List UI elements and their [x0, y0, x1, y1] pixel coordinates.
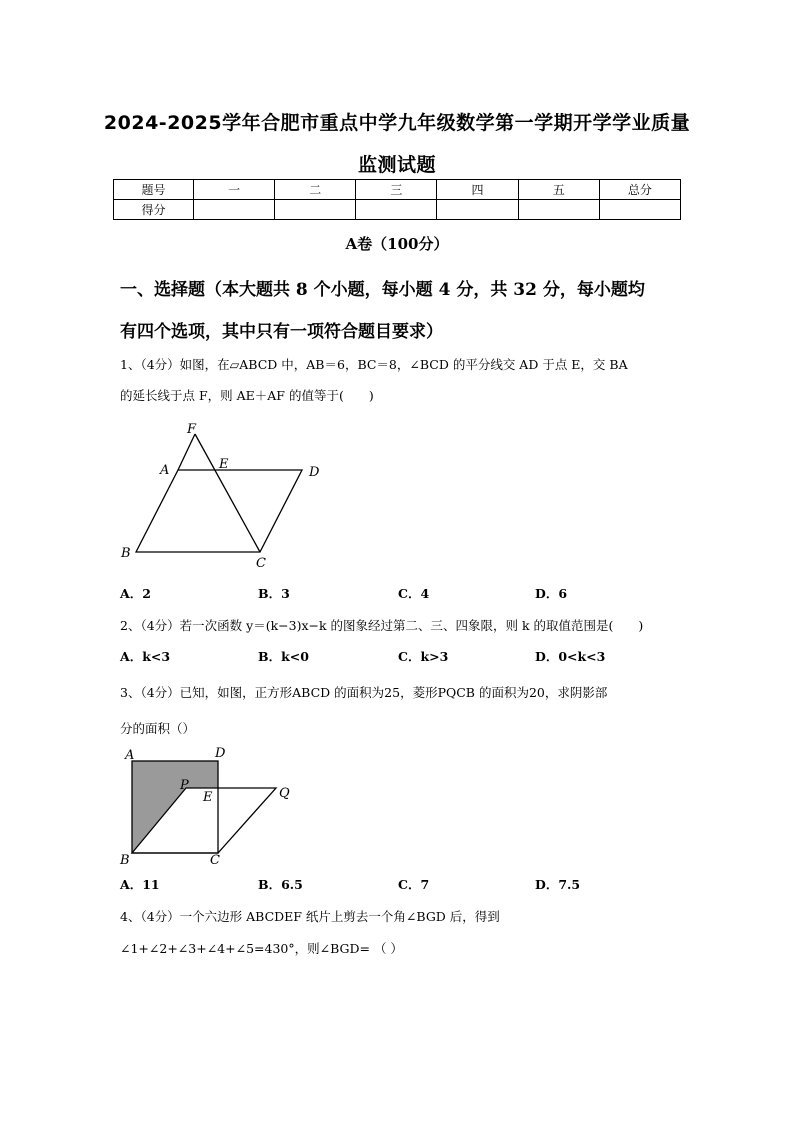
label-b: B	[120, 853, 130, 868]
table-cell	[194, 200, 275, 220]
table-cell: 题号	[114, 180, 194, 200]
label-b: B	[121, 546, 131, 561]
table-cell: 二	[275, 180, 356, 200]
question-2-text: 2、（4分）若一次函数 y＝(k−3)x−k 的图象经过第二、三、四象限，则 k 的取值范围是( )	[120, 618, 644, 633]
q1-option-a: A．2	[120, 586, 151, 601]
question-4-text: 4、（4分）一个六边形 ABCDEF 纸片上剪去一个角∠BGD 后，得到	[120, 909, 500, 924]
table-cell	[599, 200, 680, 220]
q3-option-d: D．7.5	[535, 877, 581, 892]
question-3-text: 3、（4分）已知，如图，正方形ABCD 的面积为25，菱形PQCB 的面积为20，求阴影部	[120, 685, 608, 700]
section-heading: 一、选择题（本大题共 8 个小题，每小题 4 分，共 32 分，每小题均	[120, 280, 645, 300]
question-1-text-line2: 的延长线于点 F，则 AE＋AF 的值等于( )	[120, 388, 374, 403]
table-cell: 一	[194, 180, 275, 200]
label-p: P	[180, 778, 189, 793]
table-cell: 四	[437, 180, 518, 200]
q3-option-a: A．11	[120, 877, 160, 892]
q2-option-d: D．0<k<3	[535, 649, 606, 664]
score-table-score-row	[114, 200, 681, 220]
q1-option-d: D．6	[535, 586, 568, 601]
label-f: F	[187, 422, 197, 437]
label-d: D	[309, 465, 320, 480]
question-1-text: 1、（4分）如图，在▱ABCD 中，AB＝6，BC＝8，∠BCD 的平分线交 AD 于点 E，交 BA	[120, 357, 628, 372]
table-cell: 得分	[114, 200, 194, 220]
question-3-text-line2: 分的面积（）	[120, 721, 196, 736]
q1-option-c: C．4	[398, 586, 430, 601]
label-d: D	[215, 746, 226, 761]
score-table	[113, 179, 681, 220]
table-cell	[437, 200, 518, 220]
score-table-header-row	[114, 180, 681, 200]
extension-line-af	[178, 434, 195, 470]
table-cell: 三	[356, 180, 437, 200]
question-4-text-line2: ∠1+∠2+∠3+∠4+∠5=430°，则∠BGD= （ ）	[120, 941, 403, 956]
page-title-line2: 监测试题	[357, 154, 436, 176]
q2-option-a: A．k<3	[120, 649, 171, 664]
page-title: 2024-2025学年合肥市重点中学九年级数学第一学期开学学业质量	[103, 112, 691, 134]
q2-option-c: C．k>3	[398, 649, 449, 664]
q3-option-c: C．7	[398, 877, 430, 892]
question-1-figure	[115, 418, 335, 573]
table-cell	[356, 200, 437, 220]
bisector-line-fc	[195, 434, 260, 552]
label-c: C	[256, 556, 266, 571]
label-q: Q	[279, 786, 290, 801]
table-cell: 总分	[599, 180, 680, 200]
label-a: A	[125, 748, 135, 763]
q2-option-b: B．k<0	[258, 649, 309, 664]
q1-option-b: B．3	[258, 586, 290, 601]
label-a: A	[160, 463, 170, 478]
volume-label: A卷（100分）	[345, 235, 449, 253]
table-cell	[518, 200, 599, 220]
table-cell	[275, 200, 356, 220]
shaded-region	[132, 761, 218, 853]
section-heading-line2: 有四个选项，其中只有一项符合题目要求）	[120, 322, 443, 342]
question-3-figure	[115, 743, 305, 871]
parallelogram-abcd	[136, 470, 302, 552]
label-c: C	[210, 853, 220, 868]
label-e: E	[203, 790, 213, 805]
label-e: E	[219, 457, 229, 472]
q3-option-b: B．6.5	[258, 877, 303, 892]
table-cell: 五	[518, 180, 599, 200]
